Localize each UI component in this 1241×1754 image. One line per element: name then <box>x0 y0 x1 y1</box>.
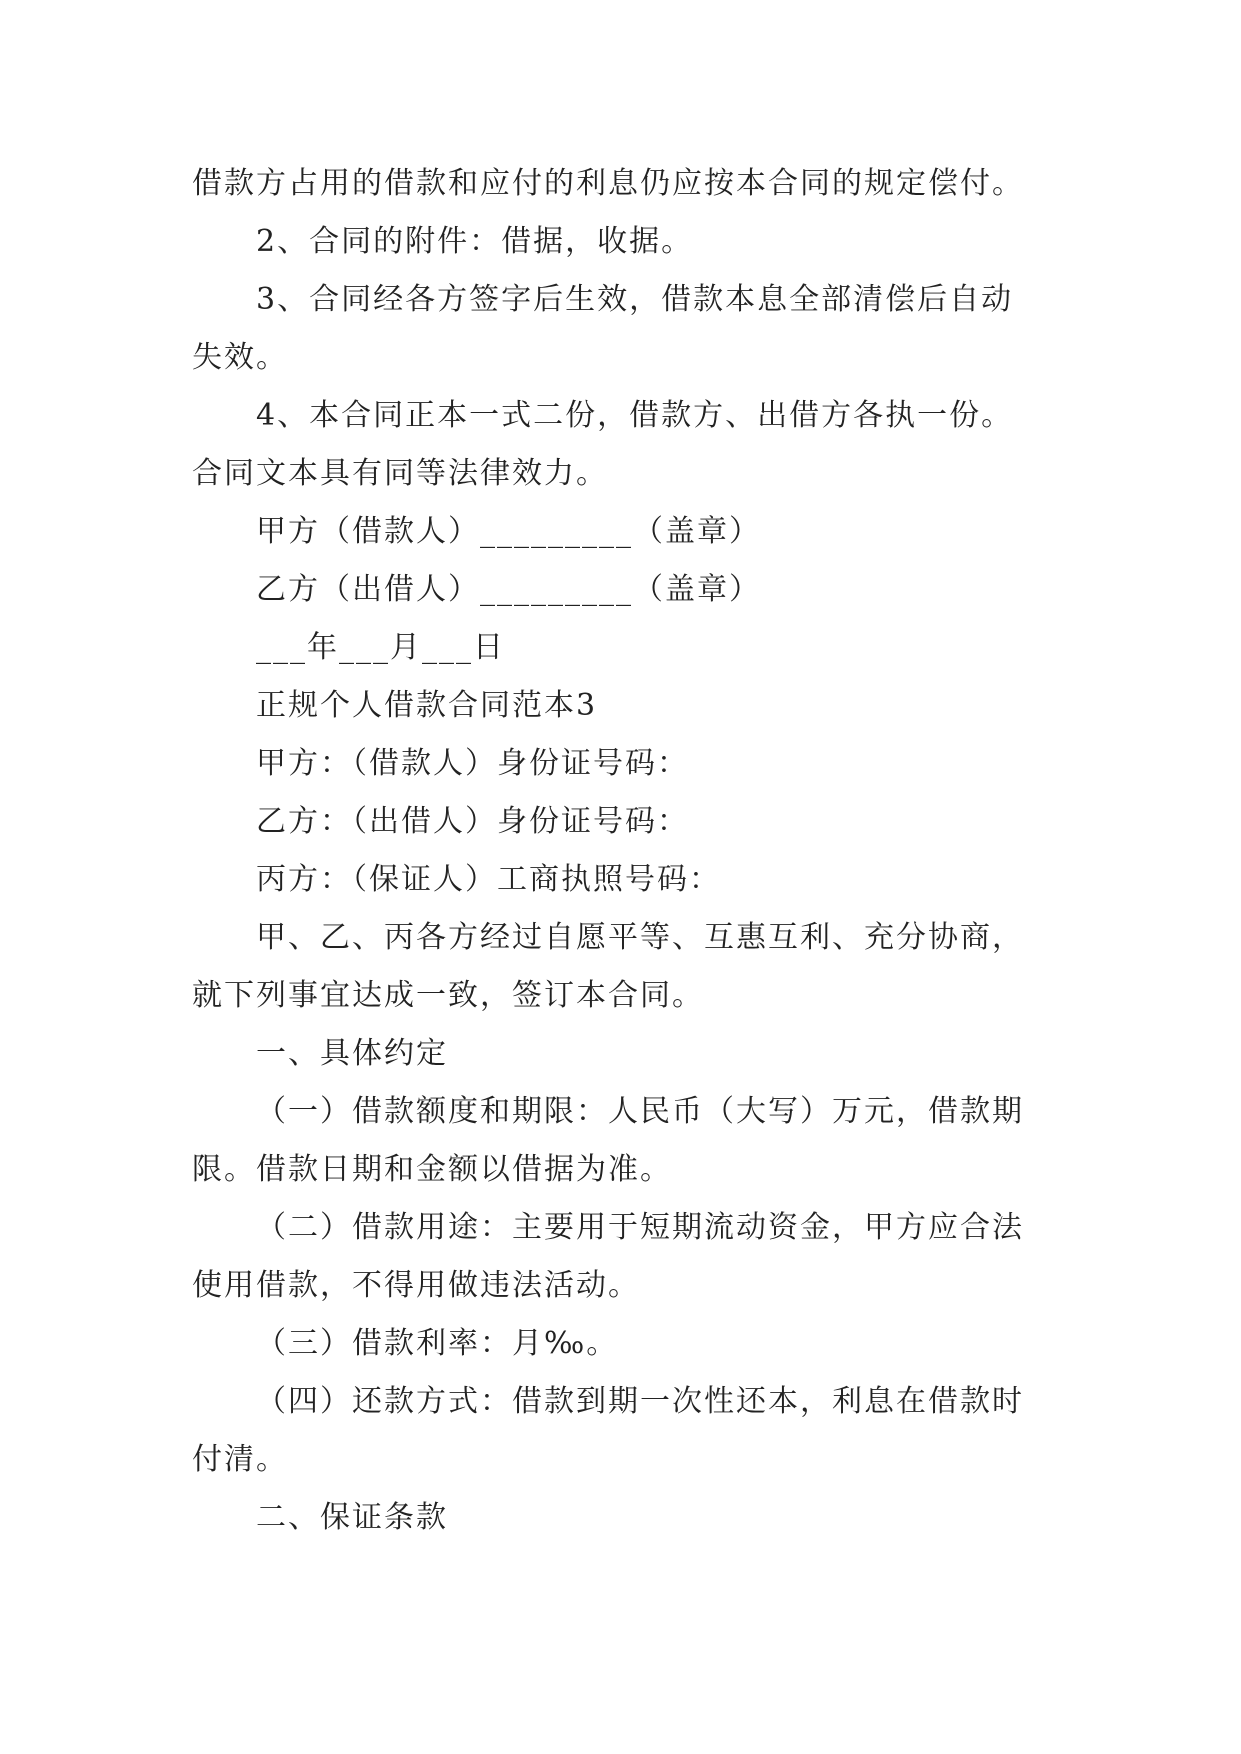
paragraph-line: 限。借款日期和金额以借据为准。 <box>192 1152 672 1187</box>
paragraph-line: 使用借款，不得用做违法活动。 <box>192 1268 640 1303</box>
paragraph-line: （二）借款用途：主要用于短期流动资金，甲方应合法 <box>256 1210 1024 1245</box>
paragraph-line: （一）借款额度和期限：人民币（大写）万元，借款期 <box>256 1094 1024 1129</box>
paragraph-line: （四）还款方式：借款到期一次性还本，利息在借款时 <box>256 1384 1024 1419</box>
paragraph-line: 失效。 <box>192 340 288 375</box>
clause-heading: 二、保证条款 <box>256 1500 448 1535</box>
paragraph-line: 3、合同经各方签字后生效，借款本息全部清偿后自动 <box>256 282 1014 317</box>
signature-line-party-a: 甲方（借款人）_________（盖章） <box>256 514 761 549</box>
paragraph-line: 4、本合同正本一式二份，借款方、出借方各执一份。 <box>256 398 1014 433</box>
paragraph-line: 借款方占用的借款和应付的利息仍应按本合同的规定偿付。 <box>192 166 1024 201</box>
paragraph-line: 2、合同的附件：借据，收据。 <box>256 224 694 259</box>
paragraph-line: 付清。 <box>192 1442 288 1477</box>
paragraph-line: （三）借款利率：月‰。 <box>256 1326 619 1361</box>
document-body <box>192 155 1072 1547</box>
paragraph-line: 合同文本具有同等法律效力。 <box>192 456 608 491</box>
section-title: 正规个人借款合同范本3 <box>256 688 598 723</box>
party-c-line: 丙方：（保证人）工商执照号码： <box>256 862 721 897</box>
paragraph-line: 甲、乙、丙各方经过自愿平等、互惠互利、充分协商， <box>256 920 1024 955</box>
signature-line-party-b: 乙方（出借人）_________（盖章） <box>256 572 761 607</box>
date-line: ___年___月___日 <box>256 630 505 665</box>
party-a-line: 甲方：（借款人）身份证号码： <box>256 746 689 781</box>
paragraph-line: 就下列事宜达成一致，签订本合同。 <box>192 978 704 1013</box>
party-b-line: 乙方：（出借人）身份证号码： <box>256 804 689 839</box>
clause-heading: 一、具体约定 <box>256 1036 448 1071</box>
